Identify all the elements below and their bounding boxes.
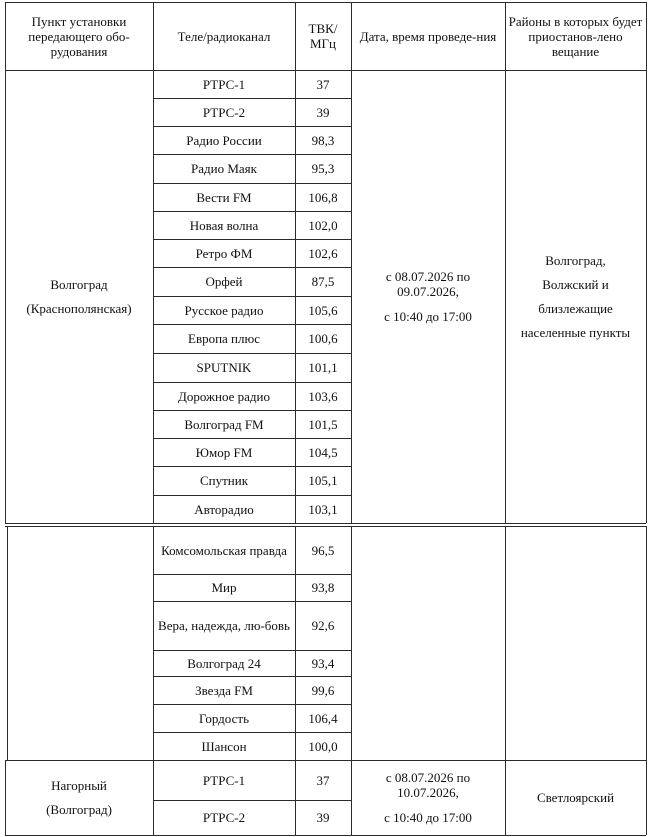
channel-cell-text: РТРС-1 [202,76,246,92]
channel-cell-text: Мир [211,580,237,595]
frequency-cell-text: 39 [316,810,330,825]
channel-cell-text: Гордость [198,710,250,726]
header-channel [153,2,295,70]
frequency-cell-text: 100,0 [308,738,338,754]
channel-cell [153,495,295,523]
frequency-cell [295,296,351,324]
section1-bottom-rule [5,523,646,524]
header-areas [505,2,646,70]
frequency-cell [295,239,351,267]
column-rule [646,526,647,760]
site-cell-text: (Краснополянская) [26,300,132,316]
frequency-cell-text: 102,6 [308,245,338,261]
column-rule [505,2,506,523]
site-cell [5,760,153,835]
frequency-cell-text: 93,4 [311,655,335,671]
header-datetime [351,2,505,70]
channel-cell [153,154,295,183]
header-site-text: Пункт установки передающего обо-рудования [28,13,130,59]
frequency-cell-text: 37 [316,772,330,788]
column-rule [295,760,296,835]
frequency-cell-text: 96,5 [311,542,335,558]
frequency-cell-text: 93,8 [311,580,335,595]
frequency-cell [295,98,351,126]
channel-cell-text: Вера, надежда, лю-бовь [158,618,290,633]
frequency-cell-text: 101,1 [308,360,338,375]
channel-cell [153,296,295,324]
channel-cell-text: Европа плюс [188,331,260,346]
column-rule [351,760,352,835]
frequency-cell [295,800,351,835]
channel-cell [153,267,295,296]
areas-cell [505,760,646,835]
column-rule [646,760,647,835]
header-areas-text: Районы в которых будет приостанов-лено вещание [508,13,643,59]
frequency-cell-text: 87,5 [311,274,335,289]
frequency-cell [295,704,351,732]
channel-cell [153,324,295,353]
frequency-cell [295,760,351,800]
channel-cell [153,574,295,601]
frequency-cell [295,526,351,574]
areas-cell [505,70,646,523]
column-rule [153,760,154,835]
column-rule [505,760,506,835]
frequency-cell [295,732,351,760]
column-rule [7,526,8,760]
channel-cell-text: РТРС-1 [202,772,246,788]
channel-cell [153,126,295,154]
channel-cell-text: Юмор FM [195,444,253,460]
channel-cell-text: Радио России [186,132,262,148]
channel-cell-text: РТРС-2 [202,810,246,825]
frequency-cell-text: 103,6 [308,388,338,404]
column-rule [5,760,6,835]
frequency-cell [295,267,351,296]
frequency-cell-text: 101,5 [308,416,338,432]
areas-cell-text: населенные пункты [520,324,631,340]
channel-cell [153,732,295,760]
frequency-cell [295,495,351,523]
frequency-cell [295,183,351,211]
frequency-cell [295,126,351,154]
column-rule [153,2,154,523]
channel-cell [153,183,295,211]
frequency-cell [295,154,351,183]
site-cell [5,70,153,523]
site-cell-text: Нагорный [51,777,107,793]
channel-cell-text: Шансон [201,738,247,754]
table-bottom-rule [5,835,646,836]
datetime-cell [351,70,505,523]
frequency-cell-text: 37 [316,76,330,92]
frequency-cell-text: 100,6 [308,331,338,346]
header-frequency [295,2,351,70]
header-site [5,2,153,70]
areas-cell-text: Волгоград, [545,252,606,268]
frequency-cell-text: 39 [316,104,330,120]
channel-cell [153,676,295,704]
column-rule [646,2,647,523]
channel-cell [153,382,295,410]
datetime-cell [351,760,505,835]
channel-cell-text: Волгоград 24 [187,655,261,671]
frequency-cell-text: 105,6 [308,302,338,318]
channel-cell [153,526,295,574]
frequency-cell-text: 106,8 [308,189,338,205]
channel-cell-text: Ретро ФМ [195,245,253,261]
header-channel-text: Теле/радиоканал [177,28,271,44]
frequency-cell [295,676,351,704]
frequency-cell [295,353,351,382]
channel-cell [153,211,295,239]
site-cell-text: (Волгоград) [46,801,112,817]
frequency-cell [295,601,351,650]
column-rule [351,526,352,760]
channel-cell [153,760,295,800]
frequency-cell [295,382,351,410]
channel-cell [153,438,295,466]
channel-cell-text: Дорожное радио [177,388,270,404]
channel-cell [153,601,295,650]
datetime-cell-text: с 10:40 до 17:00 [384,309,472,324]
frequency-cell-text: 95,3 [311,161,335,176]
channel-cell-text: Русское радио [184,302,264,318]
channel-cell [153,70,295,98]
frequency-cell [295,466,351,495]
areas-cell-text: Волжский и [542,276,609,292]
channel-cell [153,466,295,495]
channel-cell-text: Звезда FM [195,682,253,698]
channel-cell [153,650,295,676]
channel-cell [153,98,295,126]
areas-cell-text: близлежащие [538,300,613,316]
datetime-cell-text: с 08.07.2026 по 10.07.2026, [385,770,471,800]
channel-cell [153,239,295,267]
site-cell-text: Волгоград [50,276,108,292]
column-rule [295,2,296,523]
frequency-cell-text: 102,0 [308,217,338,233]
frequency-cell [295,211,351,239]
column-rule [153,526,154,760]
areas-cell-text: Светлоярский [536,790,615,805]
channel-cell-text: SPUTNIK [196,360,252,375]
frequency-cell [295,70,351,98]
channel-cell-text: Авторадио [194,501,254,517]
frequency-cell [295,650,351,676]
frequency-cell [295,410,351,438]
datetime-cell-text: с 08.07.2026 по 09.07.2026, [385,269,471,299]
channel-cell [153,800,295,835]
channel-cell [153,410,295,438]
frequency-cell [295,574,351,601]
column-rule [351,2,352,523]
datetime-cell-text: с 10:40 до 17:00 [384,810,472,825]
frequency-cell-text: 104,5 [308,444,338,460]
column-rule [505,526,506,760]
frequency-cell-text: 105,1 [308,473,338,488]
channel-cell-text: Волгоград FM [184,416,264,432]
frequency-cell-text: 103,1 [308,501,338,517]
channel-cell-text: Спутник [199,473,249,488]
channel-cell-text: РТРС-2 [202,104,246,120]
header-datetime-text: Дата, время проведе-ния [359,28,497,44]
column-rule [5,2,6,523]
channel-cell-text: Радио Маяк [191,161,257,176]
channel-cell-text: Вести FM [196,189,252,205]
frequency-cell [295,324,351,353]
frequency-cell-text: 106,4 [308,710,338,726]
frequency-cell-text: 92,6 [311,618,335,633]
channel-cell [153,353,295,382]
frequency-cell-text: 99,6 [311,682,335,698]
frequency-cell-text: 98,3 [311,132,335,148]
channel-cell [153,704,295,732]
channel-cell-text: Новая волна [189,217,259,233]
header-frequency-text: ТВК/ МГц [308,21,338,51]
frequency-cell [295,438,351,466]
channel-cell-text: Комсомольская правда [161,542,287,558]
column-rule [295,526,296,760]
channel-cell-text: Орфей [205,274,243,289]
